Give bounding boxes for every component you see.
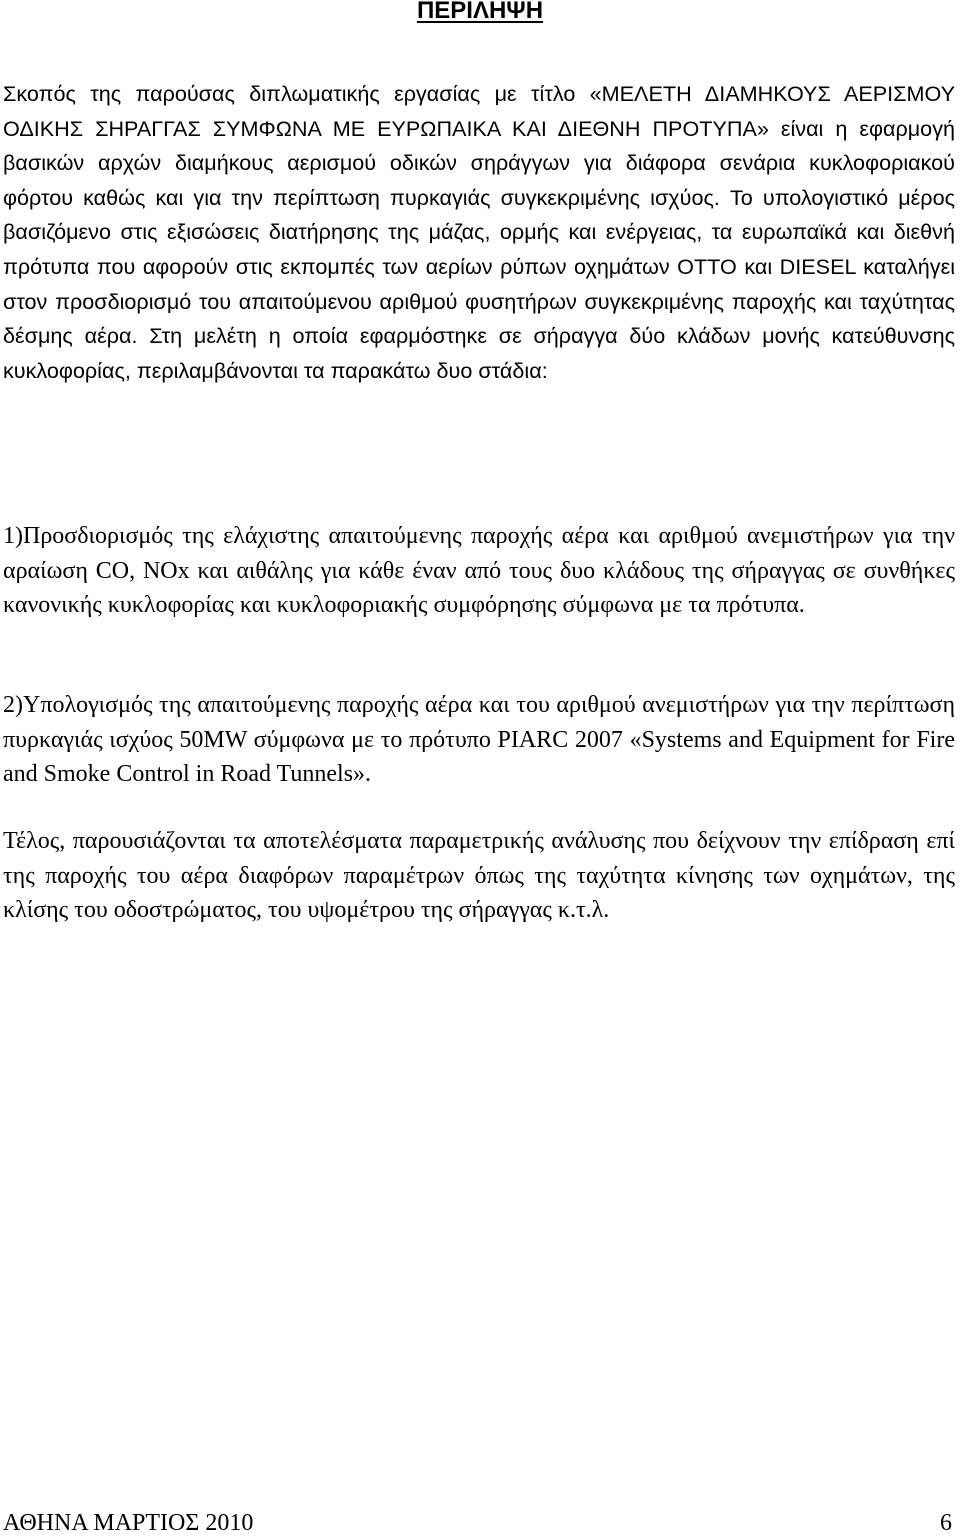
footer-location-date: ΑΘΗΝΑ ΜΑΡΤΙΟΣ 2010 xyxy=(3,1510,254,1536)
footer-page-number: 6 xyxy=(940,1510,952,1536)
summary-sentence-stages: Στη μελέτη η οποία εφαρμόστηκε σε σήραγγα δύο κλάδων μονής κατεύθυνσης κυκλοφορίας, περιλαμβάνονται τα παρακάτω δυο στάδια: xyxy=(3,323,955,383)
summary-paragraph-purpose xyxy=(3,77,955,388)
stage-one-paragraph: 1)Προσδιορισμός της ελάχιστης απαιτούμενης παροχής αέρα και αριθμού ανεμιστήρων για την αραίωση CO, NOx και αιθάλης για κάθε έναν από τους δυο κλάδους της σήραγγας σε συνθήκες κανονικής κυκλοφορίας και κυκλοφοριακής συμφόρησης σύμφωνα με τα πρότυπα. xyxy=(3,523,955,619)
stage-two-paragraph: 2)Υπολογισμός της απαιτούμενης παροχής αέρα και του αριθμού ανεμιστήρων για την περίπτωση πυρκαγιάς ισχύος 50MW σύμφωνα με το πρότυπο PIARC 2007 «Systems and Equipment for Fire and Smoke Control in Road Tunnels». xyxy=(3,692,955,788)
conclusion-paragraph: Τέλος, παρουσιάζονται τα αποτελέσματα παραμετρικής ανάλυσης που δείχνουν την επίδραση επί της παροχής του αέρα διαφόρων παραμέτρων όπως της ταχύτητα κίνησης των οχημάτων, της κλίσης του οδοστρώματος, του υψομέτρου της σήραγγας κ.τ.λ. xyxy=(3,828,955,924)
summary-sentence-purpose: Σκοπός της παρούσας διπλωματικής εργασίας με τίτλο «ΜΕΛΕΤΗ ΔΙΑΜΗΚΟΥΣ ΑΕΡΙΣΜΟΥ ΟΔΙΚΗΣ ΣΗΡΑΓΓΑΣ ΣΥΜΦΩΝΑ ΜΕ ΕΥΡΩΠΑΙΚΑ ΚΑΙ ΔΙΕΘΝΗ ΠΡΟΤΥΠΑ» είναι η εφαρμογή βασικών αρχών διαμήκους αερισμού οδικών σηράγγων για διάφορα σενάρια κυκλοφοριακού φόρτου καθώς και για την περίπτωση πυρκαγιάς συγκεκριμένης ισχύος. xyxy=(3,81,955,210)
summary-sentence-computation: Το υπολογιστικό μέρος βασιζόμενο στις εξισώσεις διατήρησης της μάζας, ορμής και ενέργειας, τα ευρωπαϊκά και διεθνή πρότυπα που αφορούν στις εκπομπές των αερίων ρύπων οχημάτων OTTO και DIESEL καταλήγει στον προσδιορισμό του απαιτούμενου αριθμού φυσητήρων συγκεκριμένης παροχής και ταχύτητας δέσμης αέρα. xyxy=(3,184,956,349)
page-title: ΠΕΡΙΛΗΨΗ xyxy=(416,0,544,24)
